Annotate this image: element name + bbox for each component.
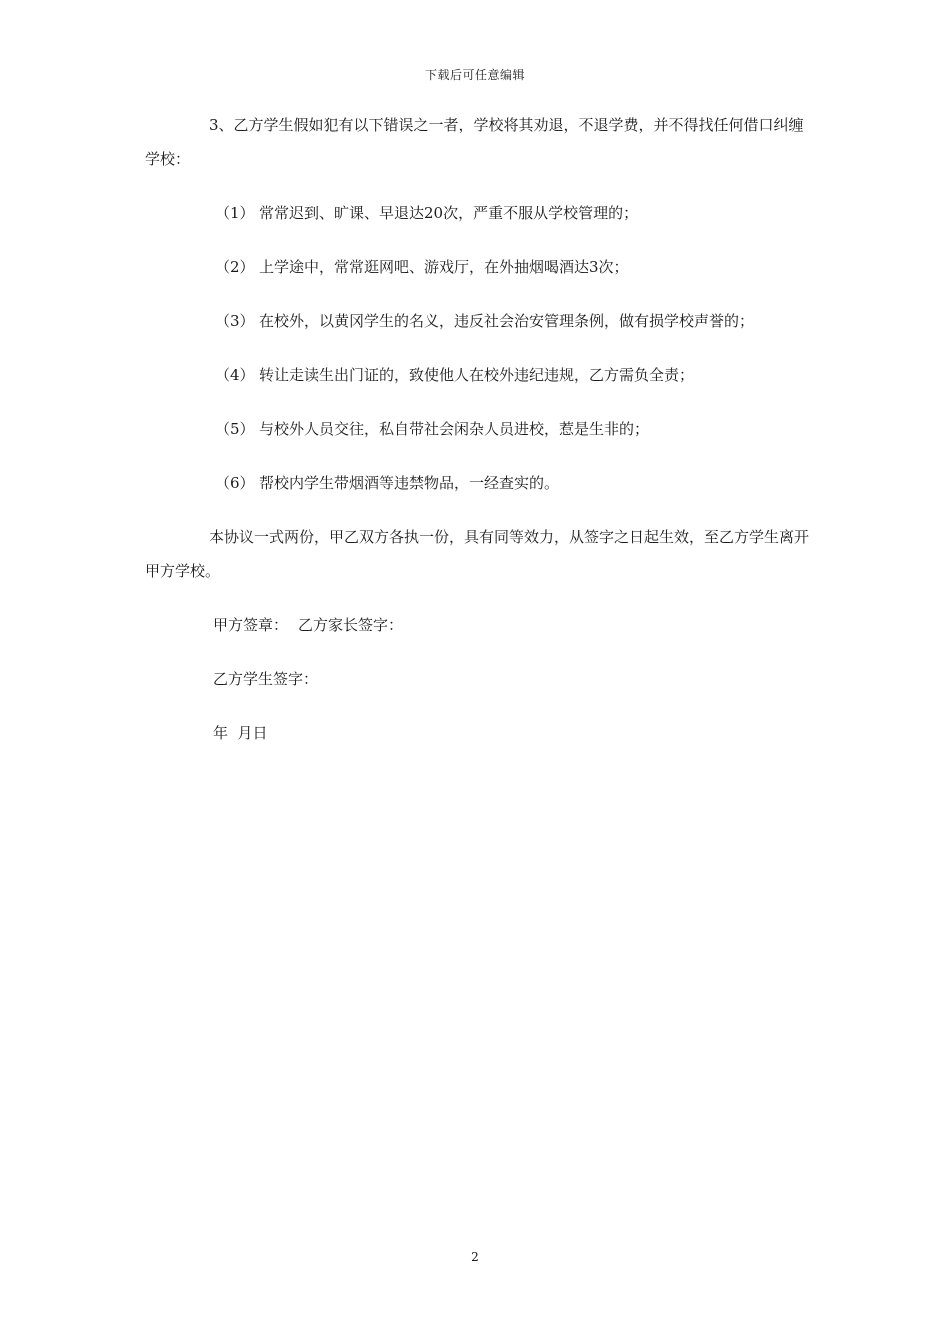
item-text: 转让走读生出门证的，致使他人在校外违纪违规，乙方需负全责； (259, 366, 695, 384)
party-a-seal-label: 甲方签章： (213, 616, 289, 634)
student-signature-label: 乙方学生签字： (213, 670, 319, 688)
parent-signature-label: 乙方家长签字： (298, 616, 404, 634)
closing-paragraph: 本协议一式两份，甲乙双方各执一份，具有同等效力，从签字之日起生效，至乙方学生离开甲方学校。 (145, 528, 810, 580)
item-text: 帮校内学生带烟酒等违禁物品，一经查实的。 (259, 474, 560, 492)
list-item (145, 466, 815, 500)
document-body (145, 108, 815, 750)
item-text: 上学途中，常常逛网吧、游戏厅，在外抽烟喝酒达3次； (259, 258, 629, 276)
item-text: 与校外人员交往，私自带社会闲杂人员进校，惹是生非的； (259, 420, 650, 438)
page-header: 下载后可任意编辑 (424, 68, 525, 82)
list-item (145, 196, 815, 230)
list-item (145, 358, 815, 392)
item-number: （6） (215, 474, 255, 492)
item-number: （5） (215, 420, 255, 438)
page-number: 2 (471, 1250, 479, 1264)
item-number: （2） (215, 258, 255, 276)
list-item (145, 304, 815, 338)
date-line: 年 月日 (213, 724, 268, 742)
signature-line-party-a (145, 608, 815, 642)
item-number: （3） (215, 312, 255, 330)
list-item (145, 250, 815, 284)
clause-3-paragraph: 3、乙方学生假如犯有以下错误之一者，学校将其劝退，不退学费，并不得找任何借口纠缠学校： (145, 116, 804, 168)
item-number: （4） (215, 366, 255, 384)
item-text: 常常迟到、旷课、早退达20次，严重不服从学校管理的； (259, 204, 639, 222)
list-item (145, 412, 815, 446)
item-number: （1） (215, 204, 255, 222)
item-text: 在校外，以黄冈学生的名义，违反社会治安管理条例，做有损学校声誉的； (259, 312, 755, 330)
